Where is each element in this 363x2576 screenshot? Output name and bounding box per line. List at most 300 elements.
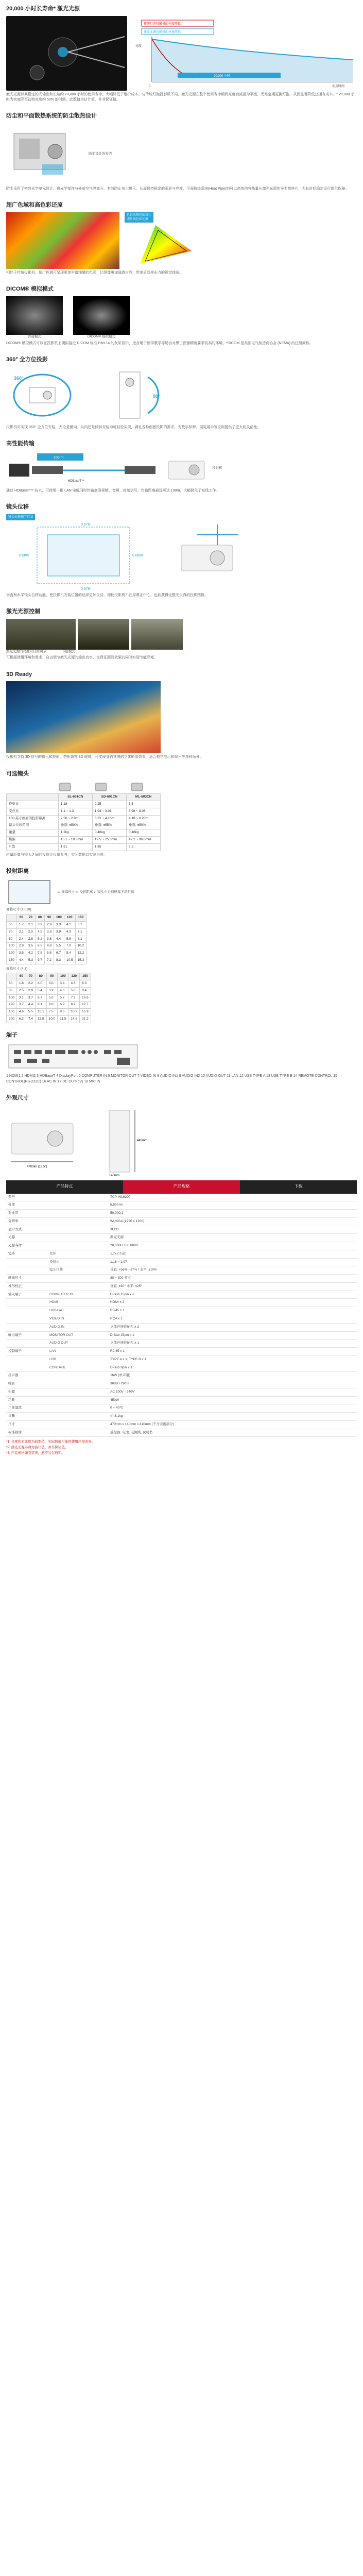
tab-specs[interactable]: 产品规格 — [123, 1180, 240, 1194]
install-label-90: 90° — [153, 393, 160, 399]
spec-cell-k1: 扬声器 — [6, 1372, 47, 1380]
install-title: 360° 全方位投影 — [6, 356, 48, 363]
throw-cell: 2.1 — [16, 928, 26, 936]
throw-row — [7, 928, 87, 936]
throw-section — [0, 862, 363, 1026]
lens-cell: 3.22 ~ 4.16m — [92, 815, 126, 822]
throw-cell: 2.4 — [16, 936, 26, 943]
lens-cell: 0.46kg — [92, 829, 126, 837]
lens-table-header — [7, 794, 59, 801]
throw-header-row — [7, 973, 91, 980]
spec-cell-k1: 画面尺寸 — [6, 1275, 47, 1283]
laser-title: 激光光源控制 — [6, 608, 40, 615]
spec-row — [6, 1323, 357, 1331]
spec-row — [6, 1340, 357, 1348]
spec-cell-v: 36dB / 29dB — [108, 1380, 357, 1388]
spec-cell-v: WUXGA (1920 x 1200) — [108, 1217, 357, 1226]
dicom-section — [0, 280, 363, 351]
throw-row — [7, 943, 87, 950]
spec-cell-v: HDMI x 2 — [108, 1299, 357, 1307]
throw-cell: 5.6 — [64, 936, 75, 943]
throw-cell: 5.3 — [26, 957, 35, 964]
spec-cell-k2 — [47, 1275, 108, 1283]
3d-ocean-image — [6, 681, 161, 753]
lens-row — [7, 829, 161, 837]
side-view-icon — [94, 1105, 155, 1177]
3d-title: 3D Ready — [6, 671, 32, 677]
throw-cell: 13.5 — [35, 1015, 46, 1023]
lens-row — [7, 815, 161, 822]
throw-col-header: 100 — [58, 973, 68, 980]
spec-cell-k2 — [47, 1217, 108, 1226]
throw-cell: 5.5 — [54, 943, 64, 950]
hdbaset-title: 高性能传输 — [6, 440, 34, 447]
throw-cell: 5.8 — [45, 950, 54, 957]
spec-row — [6, 1217, 357, 1226]
throw-cell: 10.1 — [35, 1009, 46, 1016]
throw-col-header: 150 — [80, 973, 91, 980]
spec-cell-k1 — [6, 1323, 47, 1331]
throw-cell: 8.6 — [58, 1009, 68, 1016]
spec-row — [6, 1404, 357, 1413]
lens-cell: 2.56 ~ 2.9m — [58, 815, 92, 822]
throw-col-header: 90 — [45, 914, 54, 922]
shift-down: 0.57H — [81, 587, 91, 591]
spec-cell-v: TYPE A x 1, TYPE B x 1 — [108, 1355, 357, 1364]
throw-row — [7, 950, 87, 957]
chart-tick-zero: 0 — [149, 84, 151, 88]
spec-cell-v: RCA x 1 — [108, 1315, 357, 1323]
ports-section — [0, 1026, 363, 1089]
throw-cell: 5.5 — [26, 1009, 35, 1016]
lens-cell: 1.61 — [58, 843, 92, 851]
throw-cell: 150 — [7, 957, 17, 964]
throw-cell: 2.9 — [26, 987, 35, 994]
spec-note: *2: 激光光源寿命为估计值，并非保证值。 — [6, 1446, 68, 1450]
lens-cell: 0.46kg — [126, 829, 160, 837]
spec-row — [6, 1429, 357, 1437]
throw-cell: 3.4 — [58, 980, 68, 988]
throw-cell: 3.1 — [16, 994, 26, 1002]
spec-cell-k1: 噪音 — [6, 1380, 47, 1388]
throw-cell: 15.9 — [80, 1009, 91, 1016]
spec-cell-k1: 功耗 — [6, 1396, 47, 1404]
spec-cell-k2: LAN — [47, 1348, 108, 1356]
throw-cell: 100 — [7, 994, 17, 1002]
throw-row — [7, 1002, 91, 1009]
throw-cell: 80 — [7, 987, 17, 994]
lens-row-label: F 值 — [7, 843, 59, 851]
throw-cell: 5.7 — [58, 994, 68, 1002]
spec-cell-k2 — [47, 1413, 108, 1421]
throw-cell: 8.1 — [75, 936, 87, 943]
throw-col-header: 120 — [68, 973, 80, 980]
throw-cell: 4.3 — [68, 980, 80, 988]
throw-cell: 60 — [7, 922, 17, 929]
throw-row — [7, 922, 87, 929]
throw-cell: 3.8 — [45, 936, 54, 943]
spec-notes — [6, 1440, 357, 1455]
spec-cell-k1 — [6, 1364, 47, 1372]
throw-table2-title: 屏幕尺寸 (4:3) — [6, 967, 28, 971]
chart-legend-lamp: 传统灯泡投影机的亮度降低 — [144, 22, 181, 26]
spec-cell-k2 — [47, 1380, 108, 1388]
throw-cell: 2.5 — [26, 928, 35, 936]
spec-cell-k1: 控制端子 — [6, 1348, 47, 1356]
spec-row — [6, 1210, 357, 1218]
spec-cell-k1: 电源 — [6, 1388, 47, 1396]
brightness-chart-svg — [131, 16, 358, 91]
throw-cell: 120 — [7, 1002, 17, 1009]
lens-row-label: 焦距 — [7, 836, 59, 843]
throw-cell: 7.0 — [64, 943, 75, 950]
throw-cell: 5.8 — [68, 987, 80, 994]
spec-cell-k2: MONITOR OUT — [47, 1331, 108, 1340]
spec-cell-v: 垂直: +56%, -17% / 水平: ±10% — [108, 1266, 357, 1275]
spec-cell-v: AC 100V - 240V — [108, 1388, 357, 1396]
lens-row-label: 变焦比 — [7, 808, 59, 815]
throw-col-header: 70 — [26, 914, 35, 922]
lens-cell: 垂直: ±50% — [58, 822, 92, 829]
lens-row-label: 投射比 — [7, 801, 59, 808]
throw-cell: 6.3 — [80, 980, 91, 988]
throw-cell: 4.2 — [26, 950, 35, 957]
spec-cell-k1: 亮度 — [6, 1201, 47, 1210]
tab-features[interactable]: 产品特点 — [6, 1180, 123, 1194]
throw-title: 投射距离 — [6, 868, 29, 874]
throw-caption: a: 屏幕尺寸 b: 投影距离 c: 镜头中心到屏幕下沿距离 — [58, 890, 134, 894]
throw-cell: 6.0 — [46, 1002, 58, 1009]
chart-legend-laser: 激光光源投影机的亮度降低 — [144, 30, 181, 34]
spec-row — [6, 1372, 357, 1380]
hero-section — [0, 0, 363, 107]
laser-photo-2 — [78, 619, 129, 650]
gamut-badge-line2: 照片级色彩还原 — [127, 218, 149, 222]
3d-section — [0, 666, 363, 765]
spec-row — [6, 1201, 357, 1210]
throw-col-header: 90 — [46, 973, 58, 980]
throw-row — [7, 936, 87, 943]
spec-cell-k1: 输出端子 — [6, 1331, 47, 1340]
throw-cell: 14.6 — [68, 1015, 80, 1023]
throw-cell: 7.1 — [75, 928, 87, 936]
spec-cell-v: 50,000:1 — [108, 1210, 357, 1218]
xray-dicom-image — [73, 296, 130, 335]
throw-cell: 2.1 — [26, 922, 35, 929]
throw-cell: 10.6 — [80, 994, 91, 1002]
spec-cell-k2: 镜头位移 — [47, 1266, 108, 1275]
throw-cell: 8.3 — [54, 957, 64, 964]
tab-download[interactable]: 下载 — [240, 1180, 357, 1194]
throw-cell: 3.5 — [16, 950, 26, 957]
spec-row — [6, 1266, 357, 1275]
throw-cell: 4.2 — [64, 922, 75, 929]
lensshift-projector-icon — [166, 514, 248, 591]
spec-cell-k2 — [47, 1234, 108, 1242]
laser-label-2: 节能模式 — [62, 649, 75, 653]
throw-cell: 2.9 — [16, 943, 26, 950]
spec-row — [6, 1413, 357, 1421]
laser-photo-3 — [131, 619, 183, 650]
throw-cell: 7.8 — [35, 950, 44, 957]
spec-cell-k2: HDMI — [47, 1299, 108, 1307]
spec-cell-k1 — [6, 1266, 47, 1275]
lensshift-title: 镜头位移 — [6, 503, 29, 510]
throw-cell: 2.2 — [26, 980, 35, 988]
front-view-icon — [6, 1113, 78, 1170]
throw-header-blank — [7, 914, 17, 922]
cooling-paragraph: 防尘采用了密封光学单元设计，将光学部件与外部空气隔离开，有效防止灰尘进入，从而保持稳定的画质与亮度，平面散热系统(Heat Pipe)则可以高效地将热量从激光光源传导至散热片，为长时间稳定运行提供保障。 — [6, 187, 349, 191]
spec-cell-v: 450W — [108, 1396, 357, 1404]
throw-cell: 4.4 — [54, 936, 64, 943]
shift-right: 0.08W — [132, 553, 143, 557]
throw-col-header: 80 — [35, 914, 44, 922]
spec-cell-k1 — [6, 1340, 47, 1348]
spec-row — [6, 1282, 357, 1291]
spec-cell-v: 0 ~ 40℃ — [108, 1404, 357, 1413]
dims-title: 外观尺寸 — [6, 1094, 29, 1101]
throw-cell: 3.9 — [54, 928, 64, 936]
spec-row — [6, 1226, 357, 1234]
lens-cell: 2.25 — [92, 801, 126, 808]
lens-table — [6, 793, 161, 851]
lens-cell: 15.1 ~ 19.8mm — [58, 836, 92, 843]
projector-cutaway-icon — [6, 123, 83, 185]
spec-cell-v: 30 ~ 300 英寸 — [108, 1275, 357, 1283]
spec-cell-k1: 重量 — [6, 1413, 47, 1421]
lens-model: SL-601CN — [58, 794, 92, 801]
lens-model: ML-603CN — [126, 794, 160, 801]
spec-row — [6, 1250, 357, 1258]
throw-cell: 7.2 — [45, 957, 54, 964]
throw-cell: 21.2 — [80, 1015, 91, 1023]
lensshift-frame-icon — [6, 514, 161, 591]
lens-row-label: 镜头位移范围 — [7, 822, 59, 829]
shift-up: 0.57H — [81, 522, 91, 527]
throw-cell: 5.0 — [46, 994, 58, 1002]
throw-cell: 4.9 — [64, 928, 75, 936]
xray-normal-image — [6, 296, 63, 335]
lensshift-badge: 镜头位移调节范围 — [6, 514, 35, 520]
hdbaset-section — [0, 435, 363, 498]
throw-cell: 6.5 — [35, 943, 44, 950]
hero-paragraph: 激光光源以其稳定的光输出和长达约 20,000 小时的使用寿命，大幅降低了维护成本。与传统灯泡投影机不同，激光光源在整个使用寿命期间亮度衰减更为平缓，无需定期更换灯泡，从而显著降低总拥有成本。* 20,000 小时为亮度降至初始亮度约 50% 的时间，此数值为估计值，并非保证值。 — [6, 92, 355, 101]
lens-row — [7, 836, 161, 843]
throw-cell: 6.2 — [16, 1015, 26, 1023]
spec-cell-k1 — [6, 1355, 47, 1364]
throw-cell: 6.7 — [35, 994, 46, 1002]
throw-cell: 5.2 — [35, 936, 44, 943]
throw-cell: 15.3 — [75, 957, 87, 964]
spec-cell-k2: AUDIO IN — [47, 1323, 108, 1331]
spec-tabs — [6, 1180, 357, 1194]
throw-cell: 6.7 — [54, 950, 64, 957]
throw-cell: 3.3 — [45, 928, 54, 936]
lens-cell: 1.94 ~ 3.01 — [92, 808, 126, 815]
throw-col-header: 120 — [64, 914, 75, 922]
spec-cell-k2 — [47, 1194, 108, 1201]
dicom-label-normal: 普通模式 — [28, 334, 41, 338]
throw-table1-title: 屏幕尺寸 (16:10) — [6, 908, 31, 912]
spec-note: *1: 亮度和对比度为典型值，实际数值可能因使用环境而异。 — [6, 1440, 95, 1444]
fruit-photo — [6, 212, 119, 269]
spec-row — [6, 1307, 357, 1315]
throw-cell: 9.7 — [35, 957, 44, 964]
spec-cell-k1 — [6, 1258, 47, 1266]
spec-cell-k1: 梯形校正 — [6, 1282, 47, 1291]
throw-cell: 4.0 — [35, 980, 46, 988]
throw-cell: 12.2 — [75, 950, 87, 957]
lens-row — [7, 808, 161, 815]
throw-cell: 1.7 — [16, 922, 26, 929]
spec-cell-k2 — [47, 1210, 108, 1218]
lenses-title: 可选镜头 — [6, 770, 29, 777]
spec-row — [6, 1258, 357, 1266]
throw-col-header: 60 — [16, 973, 26, 980]
spec-cell-k2 — [47, 1429, 108, 1437]
gamut-badge-line1: 色彩重现范围对比 — [127, 213, 152, 217]
spec-cell-k1: 标准附件 — [6, 1429, 47, 1437]
hdbaset-projector-label: 投影机 — [212, 466, 222, 470]
throw-cell: 4.6 — [58, 987, 68, 994]
throw-cell: 12.7 — [80, 1002, 91, 1009]
spec-cell-k1 — [6, 1315, 47, 1323]
lens-cell: 4.18 ~ 8.20m — [126, 815, 160, 822]
spec-row — [6, 1380, 357, 1388]
throw-cell: 120 — [7, 950, 17, 957]
3d-paragraph: 投影机支持 3D 信号的输入和投影，搭配兼容 3D 眼镜，可实现身临其境的立体影像效果，适合教学展示和娱乐等多种场景。 — [6, 755, 203, 759]
throw-cell: 5.4 — [35, 987, 46, 994]
dicom-paragraph: DICOM® 模拟模式可以在投影机上模拟接近 DICOM 标准 Part 14 的灰阶显示，适合用于医学教学等场合对黑白图像精度要求较高的环境。*DICOM 是美国电气制造商协会 (NEMA) 的注册商标。 — [6, 341, 313, 345]
color-section — [0, 196, 363, 280]
laser-section — [0, 603, 363, 666]
lens-icon — [94, 781, 109, 793]
spec-cell-k2: 变焦 — [47, 1250, 108, 1258]
spec-row — [6, 1291, 357, 1299]
throw-table-2 — [6, 973, 91, 1023]
spec-row — [6, 1299, 357, 1307]
throw-col-header: 150 — [75, 914, 87, 922]
spec-cell-k1: 光源 — [6, 1234, 47, 1242]
spec-row — [6, 1315, 357, 1323]
color-title: 超广色域和高色彩还原 — [6, 202, 63, 209]
throw-cell: 2.5 — [16, 987, 26, 994]
install-paragraph: 投影机可实现 360° 全方位安装，无论是横向、纵向还是倾斜安装均可轻松实现，满足各种创意投影的需求，为数字标牌、展览展示等应用提供了更大的灵活性。 — [6, 425, 261, 429]
lens-cell: 1.85 — [92, 843, 126, 851]
throw-cell: 3.3 — [54, 922, 64, 929]
dim-width: 470mm (18.5") — [27, 1165, 47, 1168]
spec-cell-v: 约 8.1kg — [108, 1413, 357, 1421]
hdbaset-label: HDBaseT™ — [68, 479, 85, 483]
spec-cell-k1: 显示方式 — [6, 1226, 47, 1234]
spec-cell-k2: COMPUTER IN — [47, 1291, 108, 1299]
lens-cell: 2.2 — [126, 843, 160, 851]
throw-header-blank — [7, 973, 17, 980]
spec-cell-v: 立体声迷你插孔 x 2 — [108, 1323, 357, 1331]
spec-row — [6, 1364, 357, 1372]
throw-cell: 4.5 — [35, 928, 44, 936]
hdbaset-distance: 100 m — [54, 455, 64, 460]
install-label-360: 360° — [14, 375, 24, 381]
spec-cell-k2 — [47, 1282, 108, 1291]
ports-title: 端子 — [6, 1031, 18, 1038]
spec-row — [6, 1234, 357, 1242]
spec-cell-v: TCP-WL6200 — [108, 1194, 357, 1201]
throw-cell: 7.5 — [46, 1009, 58, 1016]
throw-col-header: 60 — [16, 914, 26, 922]
hdbaset-paragraph: 通过 HDBaseT™ 技术，可使用一根 LAN 电缆同时传输高清视频、音频、控制信号，传输距离最远可达 100m，大幅简化了布线工作。 — [6, 488, 220, 493]
throw-cell: 3.9 — [35, 922, 44, 929]
install-section — [0, 351, 363, 435]
spec-row — [6, 1420, 357, 1429]
throw-col-header: 70 — [26, 973, 35, 980]
throw-cell: 3.7 — [16, 1002, 26, 1009]
lens-cell: 1.1 ~ 1.3 — [58, 808, 92, 815]
lens-row — [7, 843, 161, 851]
throw-cell: 11.5 — [58, 1015, 68, 1023]
spec-row — [6, 1396, 357, 1404]
throw-cell: 60 — [7, 980, 17, 988]
spec-cell-k1: 分辨率 — [6, 1217, 47, 1226]
spec-row — [6, 1242, 357, 1250]
spec-cell-k2 — [47, 1201, 108, 1210]
rear-panel-icon — [6, 1042, 140, 1071]
spec-cell-v: RJ-45 x 1 — [108, 1348, 357, 1356]
throw-cell: 2.9 — [45, 922, 54, 929]
lens-cell: 5.5 — [126, 801, 160, 808]
spec-cell-v: 470mm x 140mm x 410mm (不含突出部分) — [108, 1420, 357, 1429]
throw-cell: 4.4 — [26, 1002, 35, 1009]
spec-cell-k1: 输入端子 — [6, 1291, 47, 1299]
spec-cell-k2 — [47, 1396, 108, 1404]
spec-cell-k2 — [47, 1388, 108, 1396]
laser-photo-1 — [6, 619, 76, 650]
laser-label-1: 激光光源的亮度可自由调节 — [6, 649, 46, 653]
throw-header-row — [7, 914, 87, 922]
lensshift-diagram — [6, 514, 161, 591]
throw-cell: 1.8 — [16, 980, 26, 988]
lens-cell: 1.2kg — [58, 829, 92, 837]
throw-col-header: 100 — [54, 914, 64, 922]
lens-row — [7, 801, 161, 808]
lens-row-label: 重量 — [7, 829, 59, 837]
throw-cell: 6.9 — [58, 1002, 68, 1009]
projector-icon — [166, 451, 207, 487]
spec-cell-k2 — [47, 1242, 108, 1250]
dim-depth: 140mm — [109, 1174, 120, 1177]
throw-cell: 4.8 — [45, 943, 54, 950]
throw-cell: 10.5 — [64, 957, 75, 964]
spec-cell-k2: 投射比 — [47, 1258, 108, 1266]
color-paragraph: 相比于传统投影机，超广色域可呈现更加丰富细腻的色彩，让图像更加逼真自然，带来更具冲击力的视觉体验。 — [6, 270, 183, 275]
throw-cell: 3.5 — [26, 943, 35, 950]
spec-cell-v: RJ-45 x 1 — [108, 1307, 357, 1315]
spec-cell-k2 — [47, 1404, 108, 1413]
spec-cell-k2: CONTROL — [47, 1364, 108, 1372]
spec-row — [6, 1348, 357, 1356]
spec-cell-k2: VIDEO IN — [47, 1315, 108, 1323]
throw-cell: 3.9 — [46, 987, 58, 994]
throw-cell: 8.1 — [35, 1002, 46, 1009]
laser-beam-icon — [6, 16, 127, 91]
spec-note: *3: 产品规格如有变更，恕不另行通知。 — [6, 1451, 65, 1455]
throw-cell: 8.4 — [64, 950, 75, 957]
lens-model: SD-601CN — [92, 794, 126, 801]
throw-col-header: 80 — [35, 973, 46, 980]
spec-cell-k1: 尺寸 — [6, 1420, 47, 1429]
chart-ylabel: 亮度 — [135, 44, 142, 48]
hdbaset-diagram-icon — [6, 451, 161, 487]
